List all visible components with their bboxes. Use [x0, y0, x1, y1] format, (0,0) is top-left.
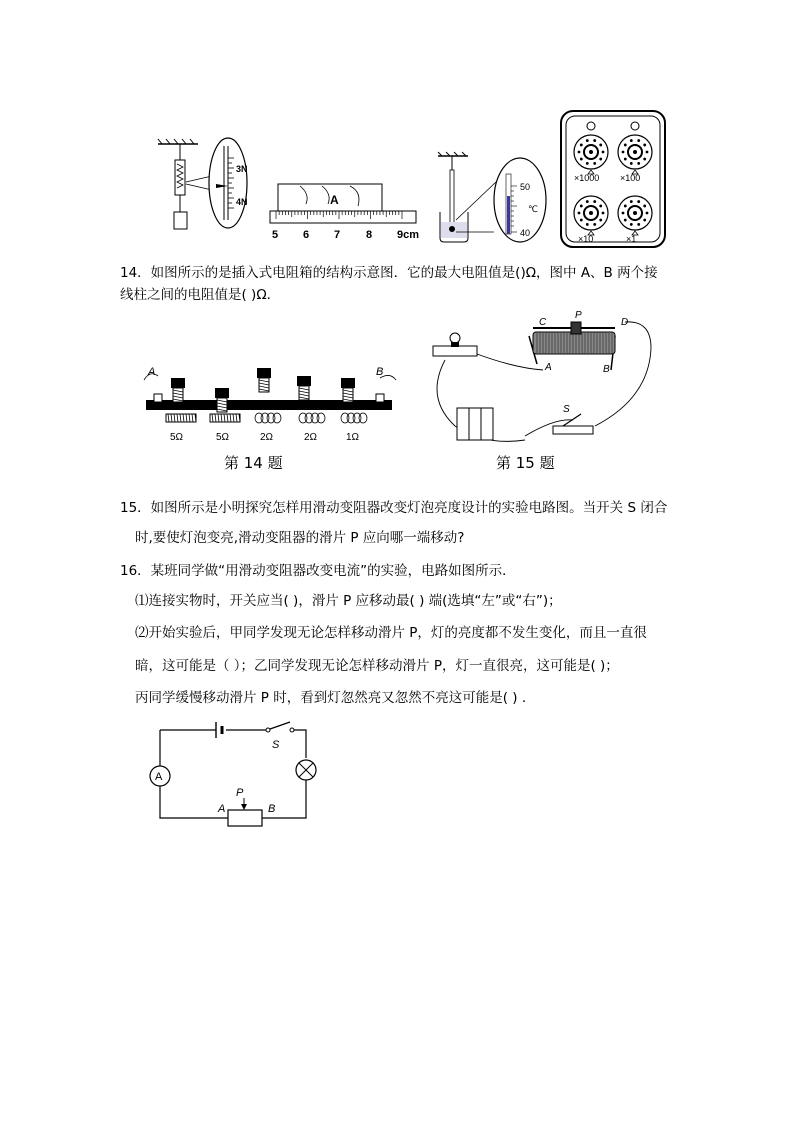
fig14-resistor-2-ohm-1: 2Ω	[260, 432, 274, 443]
multiplier-x1: ×1	[626, 234, 637, 244]
q16-text-line3: ⑵开始实验后，甲同学发现无论怎样移动滑片 P，灯的亮度都不发生变化，而且一直很	[135, 625, 647, 641]
multiplier-x100: ×100	[620, 173, 641, 183]
ruler-tick-5: 5	[272, 229, 279, 241]
q16-text-line4: 暗，这可能是（ ）；乙同学发现无论怎样移动滑片 P，灯一直很亮，这可能是( )；	[135, 658, 619, 674]
multiplier-x1000: ×1000	[574, 173, 600, 183]
q16-text-line1: 16．某班同学做“用滑动变阻器改变电流”的实验，电路如图所示．	[120, 563, 516, 579]
fig14-resistor-2-ohm-2: 2Ω	[304, 432, 318, 443]
fig15-label-d: D	[621, 317, 629, 328]
thermometer-figure	[432, 152, 552, 247]
ruler-tick-6: 6	[303, 229, 310, 241]
fig15-label-p: P	[575, 310, 582, 321]
thermometer-mark-top: 50	[520, 182, 531, 192]
q14-text-line2: 线柱之间的电阻值是( )Ω．	[120, 287, 281, 303]
fig14-resistor-5-ohm-1: 5Ω	[170, 432, 184, 443]
ruler-figure	[270, 178, 430, 242]
fig16-ammeter-label: A	[155, 771, 163, 783]
spring-scale-mark-top: 3N	[236, 164, 248, 174]
q16-text-line2: ⑴连接实物时，开关应当( )，滑片 P 应移动最( ) 端(选填“左”或“右”)；	[135, 593, 562, 609]
resistance-box-figure	[560, 110, 666, 248]
fig16-circuit-schematic	[148, 720, 328, 830]
q16-text-line5: 丙同学缓慢移动滑片 P 时，看到灯忽然亮又忽然不亮这可能是( ) ．	[135, 690, 536, 706]
multiplier-x10: ×10	[578, 234, 594, 244]
fig15-label-c: C	[539, 317, 547, 328]
ruler-object-label: A	[330, 193, 339, 207]
fig15-label-s: S	[563, 404, 570, 415]
ruler-tick-8: 8	[366, 229, 373, 241]
spring-scale-mark-bottom: 4N	[236, 197, 248, 207]
spring-scale-figure	[150, 138, 250, 238]
fig14-label-b: B	[376, 366, 384, 378]
fig16-end-b-label: B	[268, 803, 276, 815]
thermometer-mark-bottom: 40	[520, 228, 531, 238]
ruler-tick-9cm: 9cm	[397, 229, 420, 241]
fig14-resistor-1-ohm: 1Ω	[346, 432, 360, 443]
fig15-label-a: A	[545, 362, 552, 373]
fig15-circuit	[425, 308, 665, 448]
fig15-caption: 第 15 题	[496, 454, 555, 472]
ruler-tick-7: 7	[334, 229, 341, 241]
q15-text-line2: 时,要使灯泡变亮,滑动变阻器的滑片 P 应向哪一端移动?	[135, 530, 465, 546]
fig14-resistor-5-ohm-2: 5Ω	[216, 432, 230, 443]
fig14-caption: 第 14 题	[224, 454, 283, 472]
fig14-resistance-box	[140, 364, 400, 446]
q15-text-line1: 15．如图所示是小明探究怎样用滑动变阻器改变灯泡亮度设计的实验电路图。当开关 S 闭合	[120, 500, 668, 516]
thermometer-unit: ℃	[528, 204, 539, 214]
fig16-end-a-label: A	[218, 803, 226, 815]
q14-text-line1: 14．如图所示的是插入式电阻箱的结构示意图．它的最大电阻值是()Ω，图中 A、B 两个接	[120, 265, 658, 281]
fig14-label-a: A	[148, 366, 156, 378]
fig15-label-b: B	[603, 364, 610, 375]
fig16-slider-label: P	[236, 787, 244, 799]
fig16-switch-label: S	[272, 739, 280, 751]
